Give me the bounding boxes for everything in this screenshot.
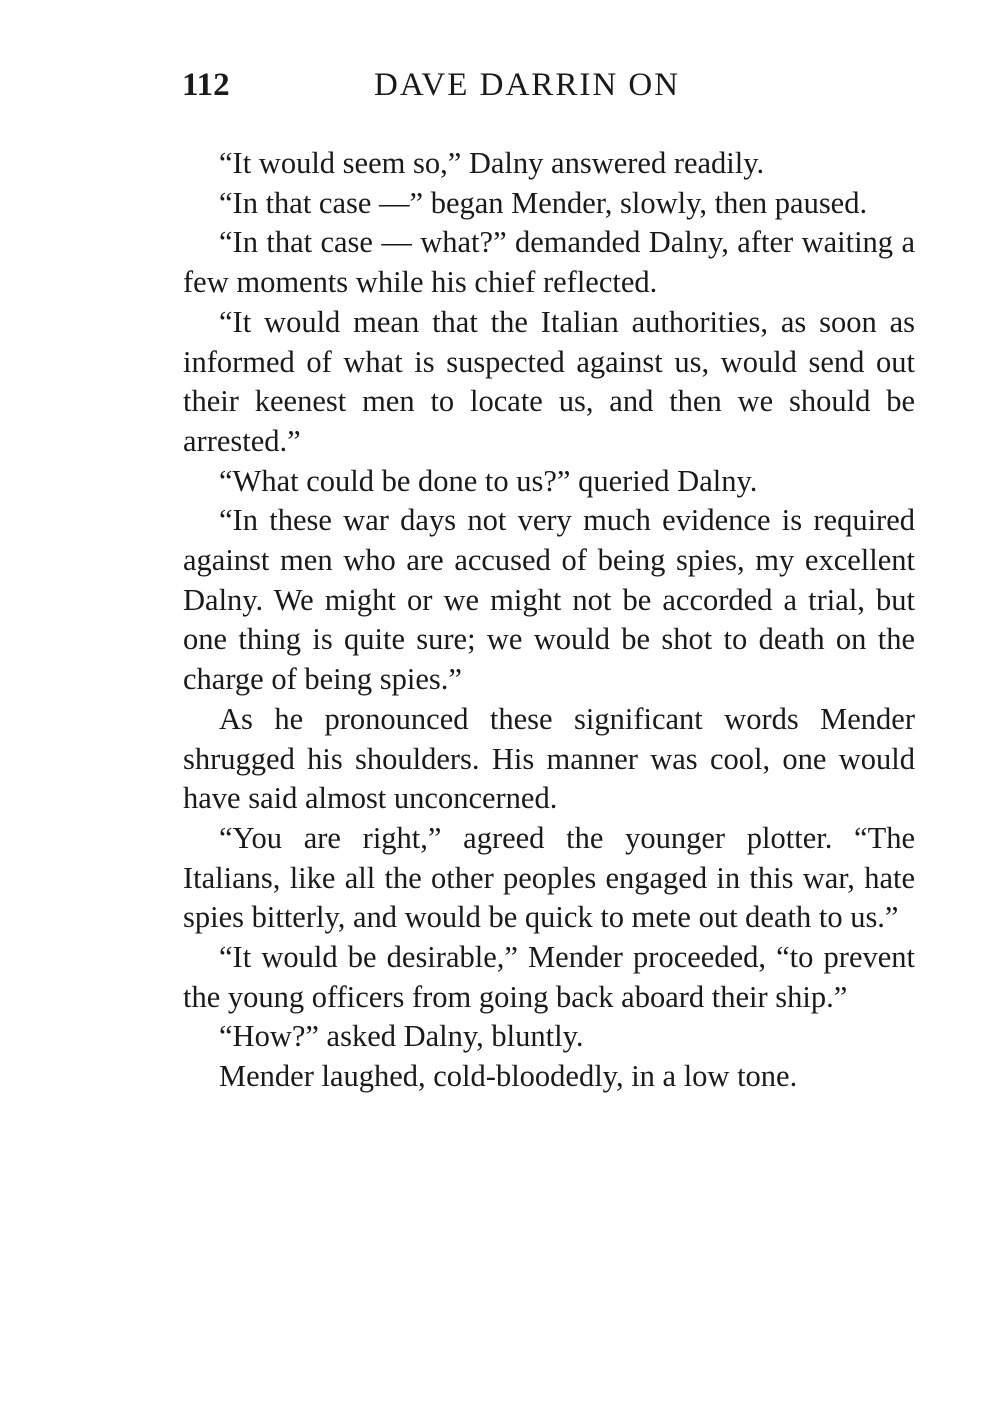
paragraph: “It would mean that the Italian authorities, as soon as informed of what is suspected against us, would send out their keenest men to locate us, and then we should be arrested.” [183,304,915,458]
running-head [182,62,922,108]
paragraph: “It would be desirable,” Mender proceeded, “to prevent the young officers from going back aboard their ship.” [183,940,915,1014]
paragraph: As he pronounced these significant words Mender shrugged his shoulders. His manner was cool, one would have said almost unconcerned. [183,701,915,816]
paragraph: “How?” asked Dalny, bluntly. [219,1019,584,1054]
paragraph: “What could be done to us?” queried Dalny. [219,463,758,498]
paragraph: “In these war days not very much evidence is required against men who are accused of being spies, my excellent Dalny. We might or we might not be accorded a trial, but one thing is quite sure; we would be shot to death on the charge of being spies.” [183,503,915,697]
paragraph: Mender laughed, cold-bloodedly, in a low tone. [219,1059,798,1094]
paragraph: “In that case — what?” demanded Dalny, after waiting a few moments while his chief reflected. [183,225,915,300]
page-number: 112 [182,67,230,103]
running-title: DAVE DARRIN ON [374,67,681,103]
body-text [183,144,915,1097]
paragraph: “In that case —” began Mender, slowly, then paused. [219,185,868,220]
paragraph: “You are right,” agreed the younger plotter. “The Italians, like all the other peoples engaged in this war, hate spies bitterly, and would be quick to mete out death to us.” [183,820,915,935]
paragraph: “It would seem so,” Dalny answered readily. [219,146,765,180]
